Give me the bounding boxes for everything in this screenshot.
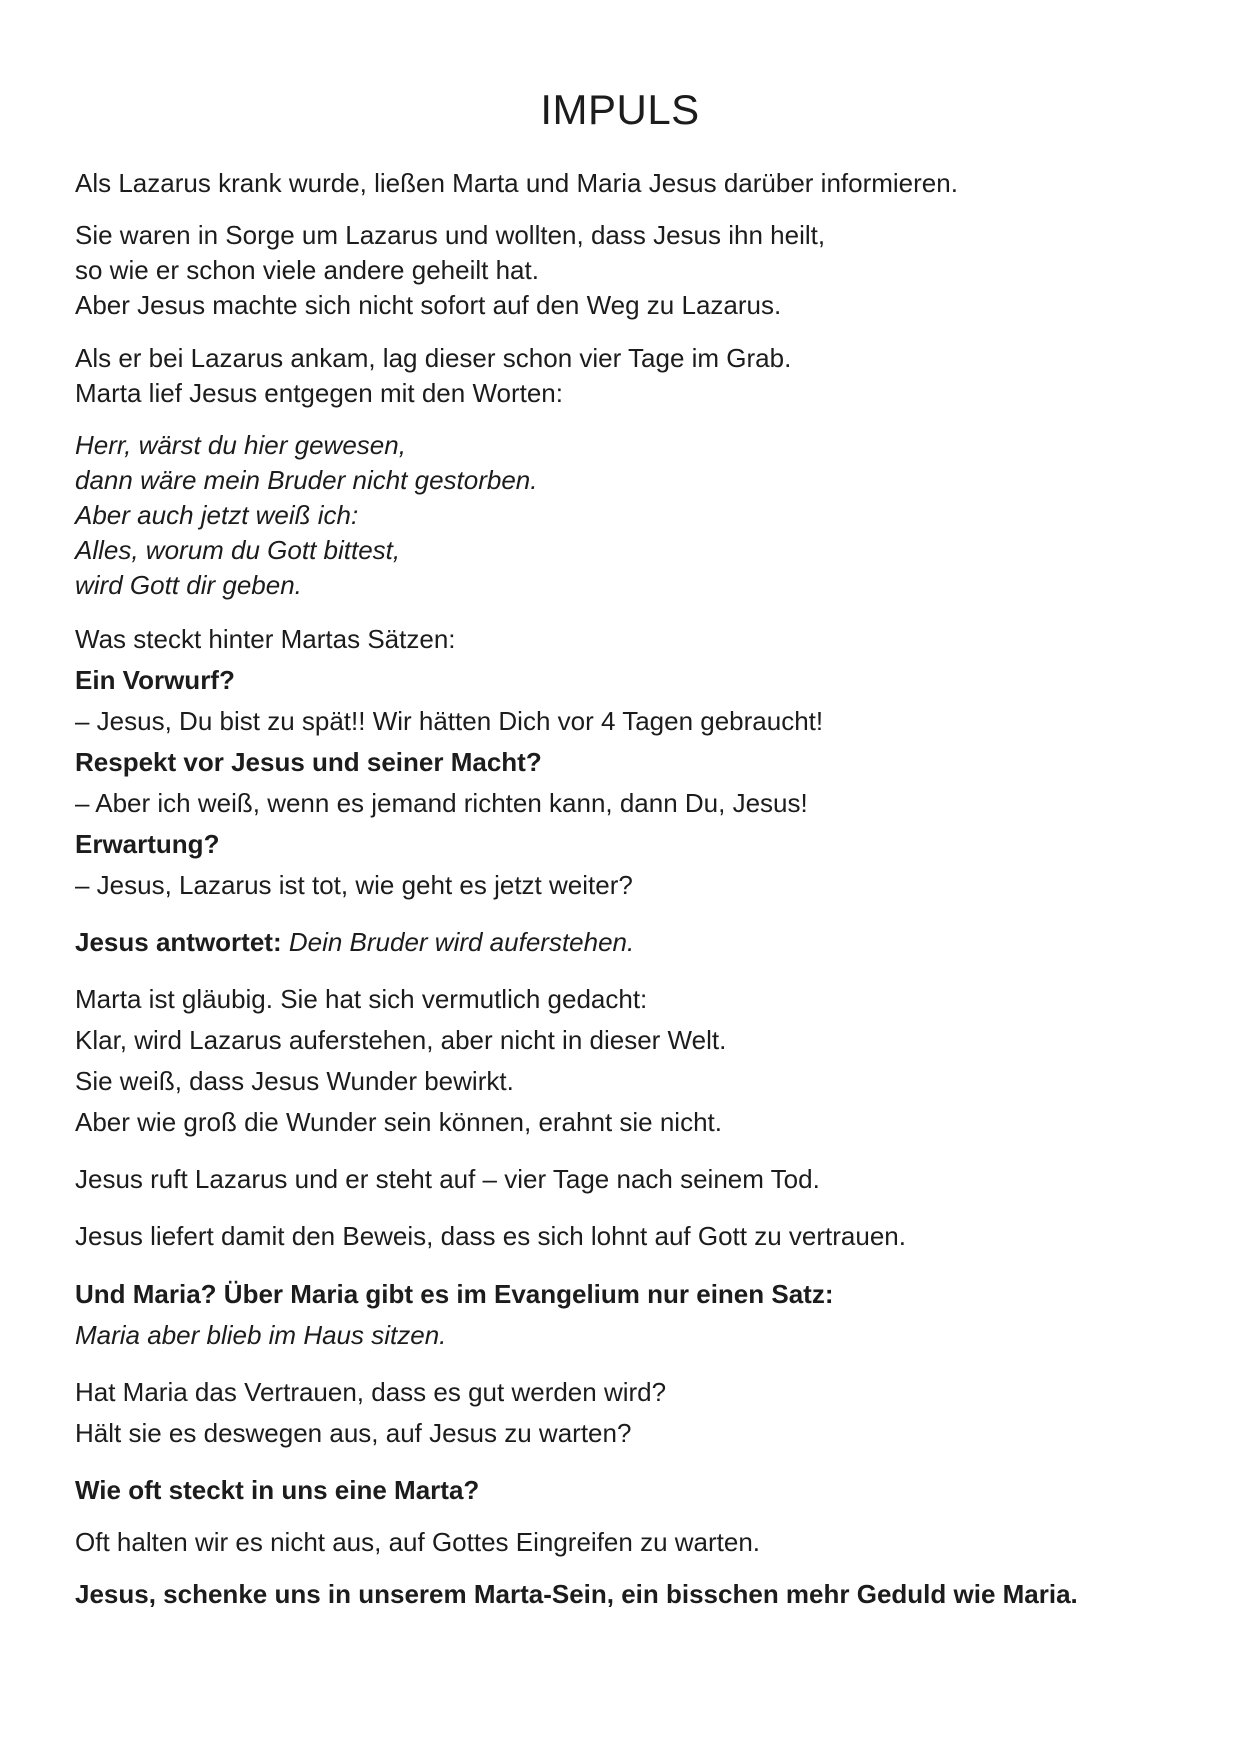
quote-line: dann wäre mein Bruder nicht gestorben. <box>75 465 538 495</box>
question-intro: Was steckt hinter Martas Sätzen: <box>75 624 456 654</box>
maria-heading: Und Maria? Über Maria gibt es im Evangelium nur einen Satz: <box>75 1279 834 1309</box>
page-title: IMPULS <box>540 86 700 133</box>
paragraph-line: Hat Maria das Vertrauen, dass es gut werden wird? <box>75 1377 667 1407</box>
paragraph-line: Hält sie es deswegen aus, auf Jesus zu warten? <box>75 1418 632 1448</box>
question-text: – Jesus, Du bist zu spät!! Wir hätten Dich vor 4 Tagen gebraucht! <box>75 706 824 736</box>
paragraph-line: Als er bei Lazarus ankam, lag dieser schon vier Tage im Grab. <box>75 343 792 373</box>
question-heading: Ein Vorwurf? <box>75 665 235 695</box>
paragraph-line: Klar, wird Lazarus auferstehen, aber nicht in dieser Welt. <box>75 1025 727 1055</box>
paragraph-line: Marta lief Jesus entgegen mit den Worten: <box>75 378 563 408</box>
quote-line: wird Gott dir geben. <box>75 570 302 600</box>
answer-text: Dein Bruder wird auferstehen. <box>281 927 635 957</box>
paragraph-line: Aber Jesus machte sich nicht sofort auf den Weg zu Lazarus. <box>75 290 782 320</box>
question-text: – Aber ich weiß, wenn es jemand richten kann, dann Du, Jesus! <box>75 788 808 818</box>
paragraph-line: Sie weiß, dass Jesus Wunder bewirkt. <box>75 1066 514 1096</box>
answer-line <box>75 929 634 955</box>
question-heading: Respekt vor Jesus und seiner Macht? <box>75 747 542 777</box>
closing-prayer: Jesus, schenke uns in unserem Marta-Sein, ein bisschen mehr Geduld wie Maria. <box>75 1579 1078 1609</box>
question-text: – Jesus, Lazarus ist tot, wie geht es jetzt weiter? <box>75 870 633 900</box>
maria-quote: Maria aber blieb im Haus sitzen. <box>75 1320 447 1350</box>
quote-line: Aber auch jetzt weiß ich: <box>75 500 359 530</box>
paragraph-line: Sie waren in Sorge um Lazarus und wollten, dass Jesus ihn heilt, <box>75 220 826 250</box>
paragraph-line: Aber wie groß die Wunder sein können, erahnt sie nicht. <box>75 1107 722 1137</box>
marta-heading: Wie oft steckt in uns eine Marta? <box>75 1475 480 1505</box>
paragraph-line: Jesus ruft Lazarus und er steht auf – vier Tage nach seinem Tod. <box>75 1164 820 1194</box>
answer-label: Jesus antwortet: <box>75 927 282 957</box>
paragraph-line: Oft halten wir es nicht aus, auf Gottes Eingreifen zu warten. <box>75 1527 761 1557</box>
paragraph-intro: Als Lazarus krank wurde, ließen Marta und Maria Jesus darüber informieren. <box>75 168 958 198</box>
paragraph-line: Marta ist gläubig. Sie hat sich vermutlich gedacht: <box>75 984 648 1014</box>
paragraph-line: so wie er schon viele andere geheilt hat. <box>75 255 539 285</box>
quote-line: Herr, wärst du hier gewesen, <box>75 430 406 460</box>
question-heading: Erwartung? <box>75 829 220 859</box>
paragraph-line: Jesus liefert damit den Beweis, dass es sich lohnt auf Gott zu vertrauen. <box>75 1221 906 1251</box>
quote-line: Alles, worum du Gott bittest, <box>75 535 401 565</box>
